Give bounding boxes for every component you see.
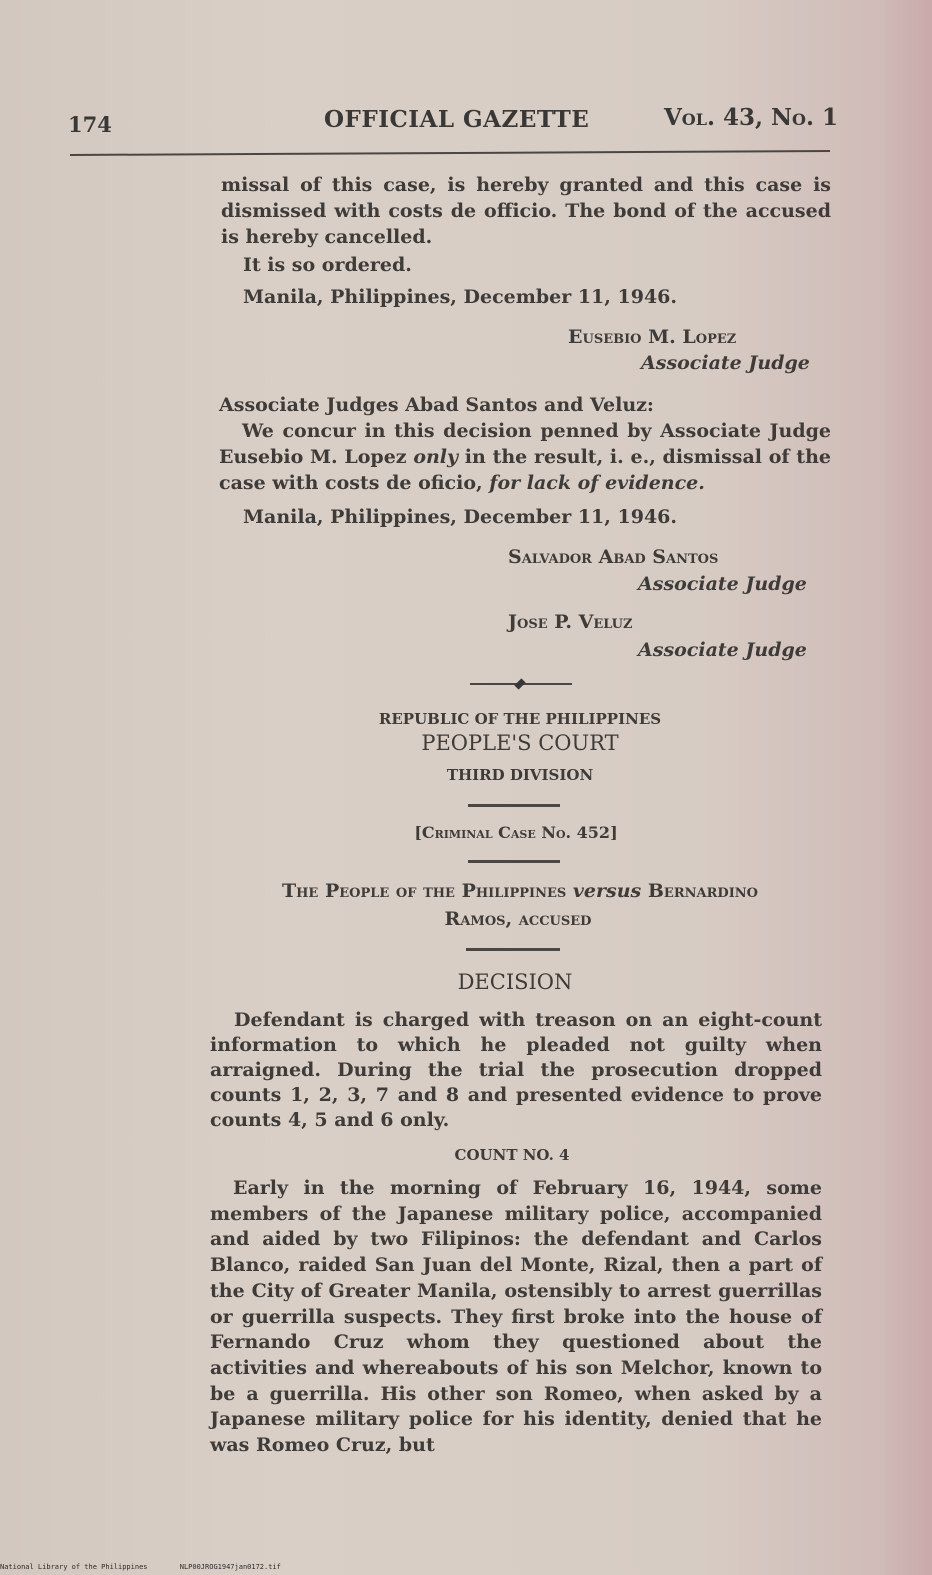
- date-line: Manila, Philippines, December 11, 1946.: [243, 286, 677, 308]
- republic-heading: REPUBLIC OF THE PHILIPPINES: [378, 710, 662, 728]
- volume-info: Vol. 43, No. 1: [663, 104, 838, 131]
- judge-name-veluz: Jose P. Veluz: [508, 611, 633, 633]
- defendant-first: Bernardino: [647, 880, 758, 902]
- gazette-title: OFFICIAL GAZETTE: [324, 106, 590, 133]
- page-number: 174: [68, 112, 112, 137]
- rule-3: [466, 948, 560, 951]
- case-parties-line-2: Ramos, accused: [444, 908, 592, 930]
- concurrence-only: only: [413, 446, 459, 468]
- case-parties-line-1: [200, 878, 840, 904]
- page-header: [68, 100, 838, 140]
- count-heading: COUNT NO. 4: [454, 1146, 570, 1164]
- judge-name-lopez: Eusebio M. Lopez: [568, 326, 737, 348]
- date-line-2: Manila, Philippines, December 11, 1946.: [243, 506, 677, 528]
- scan-footer: [0, 1563, 309, 1571]
- rule-2: [468, 860, 560, 863]
- count-paragraph: Early in the morning of February 16, 1944, some members of the Japanese military police, accompanied and aided by two Filipinos: the defendant and Carlos Blanco, raided San Juan del Monte, Rizal, then a part of the City of Greater Manila, ostensibly to arrest guerrillas or guerrilla suspects. They first broke into the house of Fernando Cruz whom they questioned about the activities and whereabouts of his son Melchor, known to be a guerrilla. His other son Romeo, when asked by a Japanese military police for his identity, denied that he was Romeo Cruz, but: [210, 1177, 822, 1457]
- rule-1: [468, 804, 560, 807]
- case-number: [Criminal Case No. 452]: [414, 823, 618, 842]
- scan-file-name: NLP00JROG1947jan0172.tif: [179, 1563, 281, 1571]
- header-rule: [70, 150, 830, 156]
- concurrence-paragraph: [219, 418, 831, 496]
- closing-paragraph: missal of this case, is hereby granted and this case is dismissed with costs de officio. The bond of the accused is hereby cancelled.: [221, 174, 831, 248]
- judge-title-abad-santos: Associate Judge: [638, 573, 807, 595]
- concurrence-text-2: in the result, i. e., dismissal of the case with costs de oficio,: [219, 446, 831, 494]
- concurrence-text-1: We concur in this decision penned by Associate Judge Eusebio M. Lopez: [219, 420, 831, 468]
- court-heading: PEOPLE'S COURT: [421, 731, 619, 755]
- judge-name-abad-santos: Salvador Abad Santos: [508, 546, 719, 568]
- section-ornament: [470, 683, 572, 685]
- concurrence-heading: Associate Judges Abad Santos and Veluz:: [219, 394, 654, 416]
- judge-title-veluz: Associate Judge: [638, 639, 807, 661]
- division-heading: THIRD DIVISION: [446, 766, 594, 784]
- decision-paragraph: Defendant is charged with treason on an eight-count information to which he pleaded not guilty when arraigned. During the trial the prosecution dropped counts 1, 2, 3, 7 and 8 and presented evidence to prove counts 4, 5 and 6 only.: [210, 1009, 822, 1131]
- versus: versus: [572, 880, 642, 902]
- decision-heading: DECISION: [457, 970, 573, 994]
- so-ordered-line: It is so ordered.: [243, 254, 412, 276]
- concurrence-lack-of-evidence: for lack of evidence.: [489, 472, 705, 494]
- judge-title-lopez: Associate Judge: [641, 352, 810, 374]
- plaintiff: The People of the Philippines: [282, 880, 567, 902]
- library-name: National Library of the Philippines: [0, 1563, 148, 1571]
